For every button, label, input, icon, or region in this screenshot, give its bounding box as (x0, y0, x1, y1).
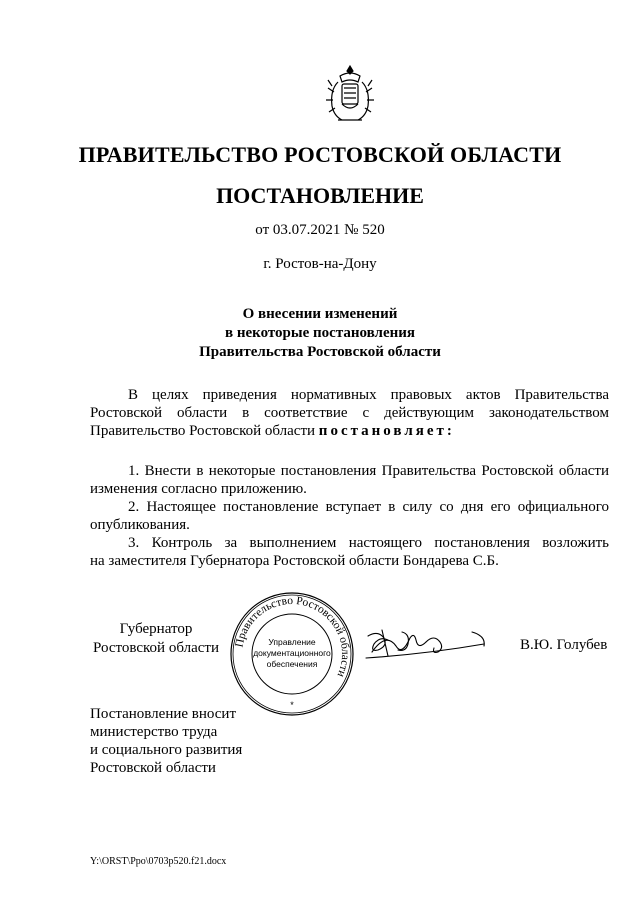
coat-of-arms-icon (318, 62, 382, 126)
stamp-inner-text: документационного (253, 648, 331, 658)
preamble-line (90, 422, 609, 440)
stamp-ring-text: Правительство Ростовской области (233, 594, 352, 679)
item-line: 1. Внести в некоторые постановления Правительства Ростовской области (128, 463, 609, 479)
introducer-note (90, 705, 242, 777)
introducer-line: Постановление вносит (90, 706, 237, 722)
decree-item (90, 462, 609, 498)
stamp-star: * (290, 700, 294, 710)
decree-word: постановляет: (318, 423, 455, 439)
stamp-inner-text: Управление (268, 637, 316, 647)
subject-line: в некоторые постановления (224, 325, 416, 341)
decree-item (90, 534, 609, 570)
decree-item (90, 498, 609, 534)
document-subject (0, 305, 640, 362)
position-line: Губернатор (119, 621, 193, 637)
item-line: на заместителя Губернатора Ростовской области Бондарева С.Б. (90, 553, 499, 569)
document-city: г. Ростов-на-Дону (263, 256, 377, 272)
government-title: ПРАВИТЕЛЬСТВО РОСТОВСКОЙ ОБЛАСТИ (78, 142, 562, 167)
document-type: ПОСТАНОВЛЕНИЕ (216, 183, 424, 208)
subject-line: О внесении изменений (242, 306, 398, 322)
signatory-position (90, 620, 222, 658)
subject-line: Правительства Ростовской области (199, 344, 441, 360)
position-line: Ростовской области (93, 640, 219, 656)
file-path-footer: Y:\ORST\Ppo\0703p520.f21.docx (90, 856, 227, 867)
official-stamp (228, 590, 356, 718)
preamble-paragraph (90, 386, 609, 440)
handwritten-signature (362, 622, 492, 672)
introducer-line: министерство труда (90, 724, 218, 740)
stamp-inner-text: обеспечения (266, 659, 318, 669)
introducer-line: Ростовской области (90, 760, 216, 776)
preamble-line: В целях приведения нормативных правовых актов Правительства (128, 387, 609, 403)
signatory-name: В.Ю. Голубев (520, 637, 608, 653)
preamble-line-text: Правительство Ростовской области (90, 423, 319, 439)
item-line: опубликования. (90, 517, 190, 533)
item-line: 2. Настоящее постановление вступает в силу со дня его официального (128, 499, 609, 515)
preamble-line: Ростовской области в соответствие с действующим законодательством (90, 405, 609, 421)
item-line: изменения согласно приложению. (90, 481, 307, 497)
document-date-number: от 03.07.2021 № 520 (255, 222, 385, 238)
introducer-line: и социального развития (90, 742, 243, 758)
item-line: 3. Контроль за выполнением настоящего постановления возложить (128, 535, 609, 551)
